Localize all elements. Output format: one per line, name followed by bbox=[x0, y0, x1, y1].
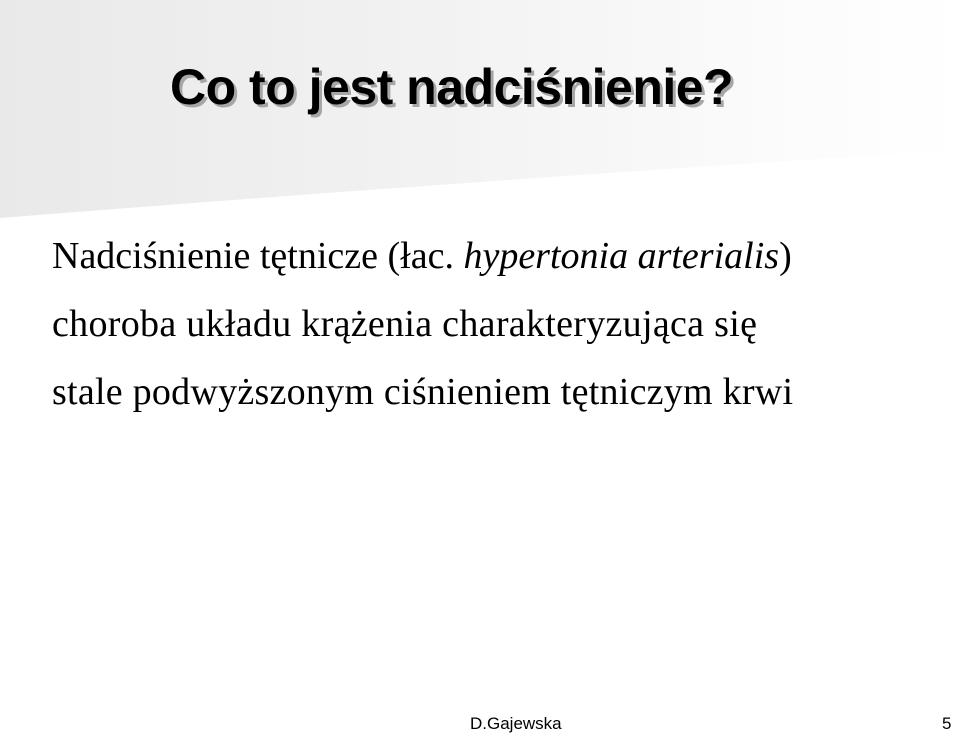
body-line-1 bbox=[52, 222, 952, 290]
slide-body bbox=[52, 222, 952, 426]
body-line-2: choroba układu krążenia charakteryzująca się bbox=[52, 303, 758, 345]
body-line-1-suffix: ) bbox=[779, 235, 792, 277]
footer-author: D.Gajewska bbox=[470, 714, 562, 733]
page-number: 5 bbox=[942, 714, 952, 733]
latin-term: hypertonia arterialis bbox=[463, 235, 780, 277]
body-line-1-prefix: Nadciśnienie tętnicze (łac. bbox=[52, 235, 464, 277]
slide-title: Co to jest nadciśnienie? bbox=[170, 59, 734, 115]
header-background bbox=[0, 0, 960, 230]
body-line-3: stale podwyższonym ciśnieniem tętniczym krwi bbox=[52, 371, 794, 413]
